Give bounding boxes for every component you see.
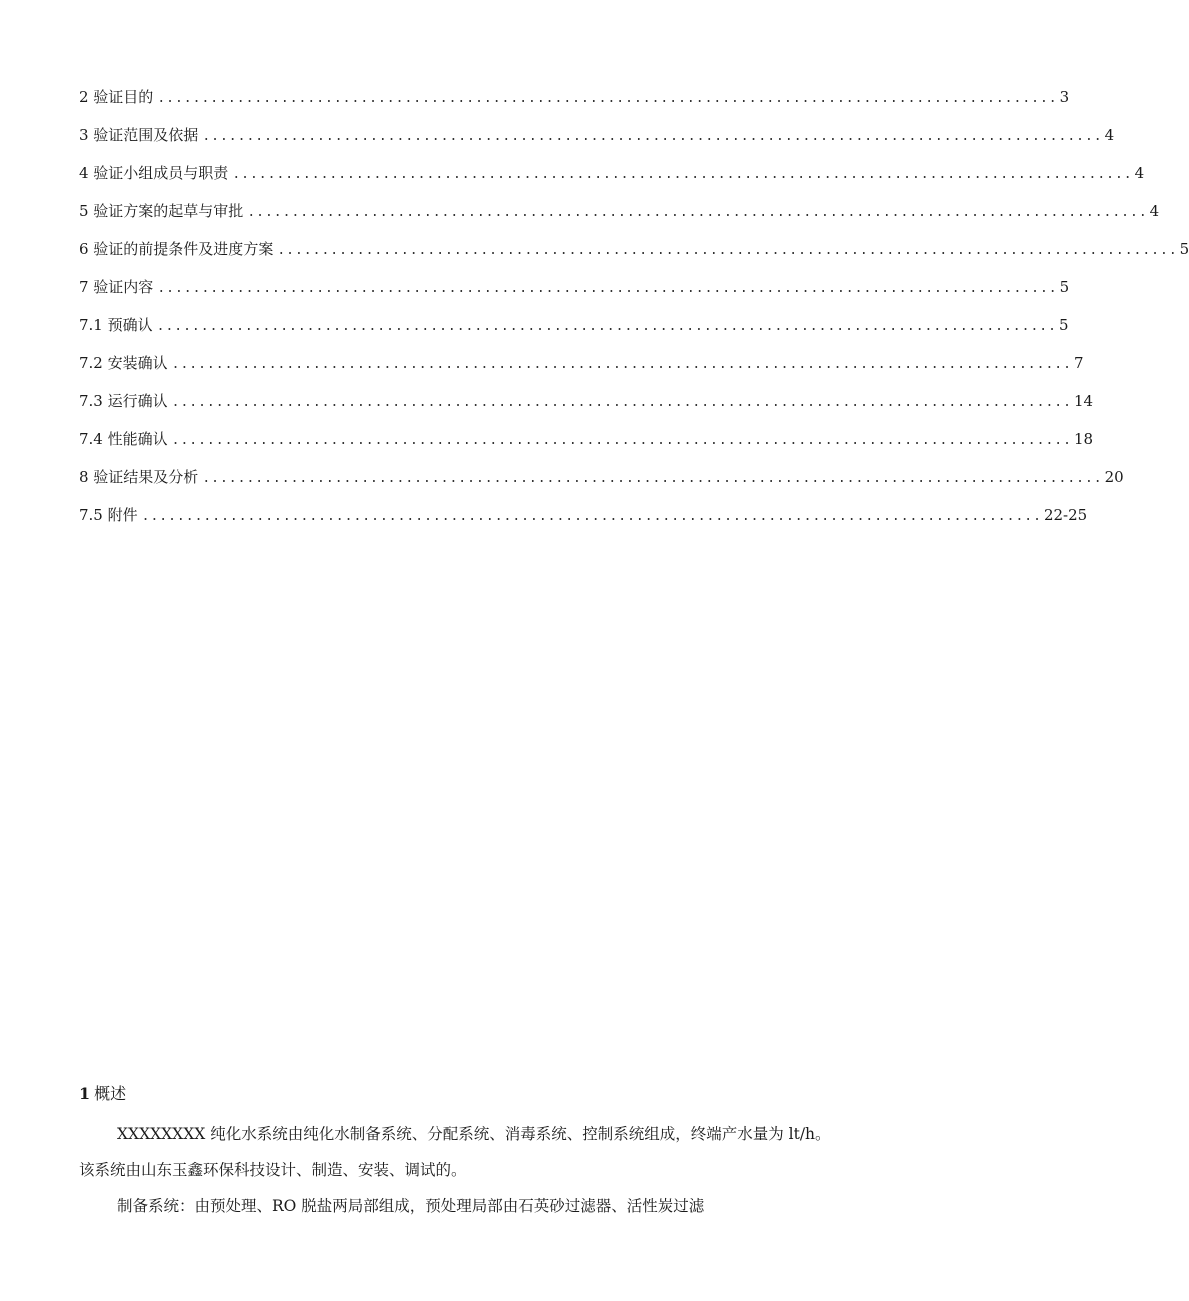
toc-page-number: 5 [1058, 316, 1069, 334]
toc-entry[interactable] [79, 122, 1115, 160]
toc-page-number: 4 [1104, 126, 1115, 144]
toc-entry-label: 7.2 安装确认 [79, 354, 168, 372]
toc-entry[interactable] [79, 350, 1084, 388]
toc-entry-label: 3 验证范围及依据 [79, 126, 199, 144]
toc-entry[interactable] [79, 236, 1189, 274]
table-of-contents [79, 84, 1189, 540]
toc-entry-label: 8 验证结果及分析 [79, 468, 199, 486]
toc-entry-label: 5 验证方案的起草与审批 [79, 202, 244, 220]
toc-page-number: 20 [1104, 468, 1124, 486]
toc-entry[interactable] [79, 502, 1088, 540]
preparation-system-paragraph: 制备系统：由预处理、RO 脱盐两局部组成，预处理局部由石英砂过滤器、活性炭过滤 [117, 1197, 705, 1215]
toc-entry-label: 7.5 附件 [79, 506, 138, 524]
toc-page-number: 3 [1059, 88, 1070, 106]
toc-entry-label: 6 验证的前提条件及进度方案 [79, 240, 274, 258]
toc-entry[interactable] [79, 464, 1124, 502]
section-overview [79, 1080, 839, 1224]
toc-entry[interactable] [79, 198, 1160, 236]
toc-page-number: 14 [1073, 392, 1094, 410]
toc-entry[interactable] [79, 274, 1070, 312]
toc-dot-leader: ...................................................................................................... [277, 243, 1178, 258]
toc-page-number: 5 [1059, 278, 1070, 296]
toc-dot-leader: ...................................................................................................... [171, 357, 1072, 372]
toc-entry[interactable] [79, 84, 1070, 122]
toc-page-number: 18 [1073, 430, 1094, 448]
toc-dot-leader: ...................................................................................................... [202, 471, 1103, 486]
toc-page-number: 7 [1073, 354, 1084, 372]
toc-dot-leader: ...................................................................................................... [202, 129, 1103, 144]
section-heading [79, 1080, 839, 1108]
toc-page-number: 4 [1149, 202, 1160, 220]
toc-entry[interactable] [79, 388, 1094, 426]
section-number: 1 [79, 1084, 91, 1103]
toc-dot-leader: ...................................................................................................... [157, 91, 1058, 106]
toc-entry[interactable] [79, 160, 1145, 198]
toc-dot-leader: ...................................................................................................... [247, 205, 1148, 220]
toc-dot-leader: ...................................................................................................... [141, 509, 1042, 524]
toc-entry-label: 4 验证小组成员与职责 [79, 164, 229, 182]
toc-entry-label: 7.1 预确认 [79, 316, 153, 334]
toc-entry[interactable] [79, 312, 1069, 350]
toc-dot-leader: ...................................................................................................... [171, 395, 1072, 410]
toc-entry-label: 2 验证目的 [79, 88, 154, 106]
toc-entry[interactable] [79, 426, 1094, 464]
toc-page-number: 4 [1134, 164, 1145, 182]
overview-paragraph: XXXXXXXX 纯化水系统由纯化水制备系统、分配系统、消毒系统、控制系统组成，终端产水量为 lt/h。该系统由山东玉鑫环保科技设计、制造、安装、调试的。 [79, 1125, 831, 1179]
toc-entry-label: 7 验证内容 [79, 278, 154, 296]
toc-entry-label: 7.4 性能确认 [79, 430, 168, 448]
toc-page-number: 22-25 [1043, 506, 1088, 524]
toc-dot-leader: ...................................................................................................... [157, 281, 1058, 296]
toc-entry-label: 7.3 运行确认 [79, 392, 168, 410]
toc-dot-leader: ...................................................................................................... [232, 167, 1133, 182]
section-title: 概述 [94, 1084, 127, 1103]
toc-dot-leader: ...................................................................................................... [171, 433, 1072, 448]
toc-page-number: 5 [1179, 240, 1189, 258]
toc-dot-leader: ...................................................................................................... [156, 319, 1057, 334]
